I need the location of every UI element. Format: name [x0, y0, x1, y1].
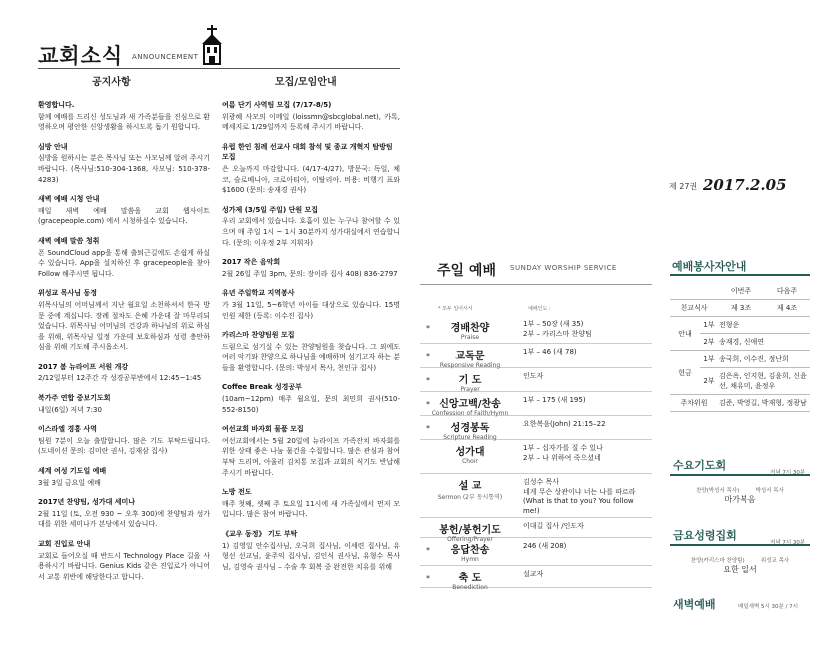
- worship-item-cell: [420, 440, 520, 473]
- worship-item-cell: [420, 518, 520, 543]
- worship-detail-cell: [520, 518, 652, 537]
- issue-date: 2017.2.05: [703, 176, 787, 194]
- list-item: [38, 424, 210, 457]
- worship-order: [420, 316, 652, 591]
- worship-item-name: 응답찬송: [450, 545, 490, 556]
- worship-item-english: Choir: [462, 458, 478, 465]
- wednesday-title: 수요기도회: [673, 459, 727, 472]
- worship-item-english: Offering/Prayer: [447, 536, 493, 543]
- list-item-title: 카리스마 찬양팀원 모집: [222, 331, 295, 340]
- list-item-body: 1) 김영일 안수집사님, 오국희 집사님, 이세련 집사님, 유형선 선교님, 윤주익 집사님, 김인식 권사님, 유형수 목사님, 김영숙 권사님 – 수술 후 회복 중 완전한 치유를 위해: [222, 541, 400, 571]
- list-item-body: 위목사님의 어머님께서 지난 월요일 소천하셔서 한국 방문 중에 계십니다. 장례 절차도 은혜 가운데 잘 마무리되었습니다. 위목사님 어머님의 건강과 하나님의 위로 하심을 위해, 위목사님 일정 가운데 보호하심과 성령 충만하심을 위해 기도해 주시옵소서.: [38, 300, 210, 352]
- list-item-body: (10am~12pm) 매주 월요일, 문의 최민희 권사(510-552-8150): [222, 395, 400, 414]
- wednesday-preacher: 박성서 목사: [755, 488, 784, 494]
- friday-praise: 찬양(카리스마 찬양팀): [690, 558, 745, 564]
- table-row: [670, 300, 810, 317]
- worship-row: [420, 344, 652, 368]
- list-item: [38, 393, 210, 415]
- offering-name-1: 송국희, 이수진, 정난희: [718, 351, 810, 368]
- list-item-title: 환영합니다.: [38, 101, 75, 109]
- list-item-title: 2017 작은 음악회: [222, 258, 281, 267]
- worship-item-name: 경배찬양: [450, 323, 490, 334]
- worship-detail-cell: [520, 538, 652, 565]
- header-next-week: 다음주: [764, 283, 810, 300]
- friday-text: 요한 일서: [723, 565, 757, 574]
- worship-detail-cell: [520, 316, 652, 343]
- worship-row: [420, 538, 652, 566]
- list-item-body: 심방을 원하시는 분은 목사님 또는 사모님께 알려 주시기 바랍니다. (목사님:510-304-1368, 사모님: 510-378-4283): [38, 154, 210, 184]
- worship-item-english: Hymn: [461, 556, 479, 563]
- worship-detail-line: 1부 – 46 (새 78): [523, 348, 577, 356]
- dawn-title: 새벽예배: [673, 598, 716, 611]
- worship-detail-line: 이대길 집사 /인도자: [523, 522, 584, 530]
- worship-item-cell: [420, 392, 520, 415]
- guide-name-2: 송재경, 신애연: [718, 334, 810, 351]
- header-divider: [38, 68, 400, 69]
- worship-item-name: 성경봉독: [450, 423, 490, 434]
- worship-item-english: Responsive Reading: [439, 362, 501, 369]
- offering-part-1: 1부: [700, 351, 718, 368]
- list-item: [222, 382, 400, 415]
- volunteer-table: [670, 283, 810, 412]
- list-item: [222, 205, 400, 248]
- standing-mark: *: [426, 574, 430, 583]
- list-item: [38, 142, 210, 185]
- list-item: [222, 288, 400, 321]
- worship-detail-line: 인도자: [523, 372, 544, 380]
- table-row: [670, 283, 810, 300]
- wednesday-praise: 찬양(박성서 목사): [696, 488, 740, 494]
- offering-part-2: 2부: [700, 368, 718, 395]
- worship-item-cell: [420, 316, 520, 343]
- list-item-body: 여선교회에서는 5월 20일에 뉴라이프 가족잔치 바자회를 위한 상태 좋은 나눔 물건을 수집합니다. 많은 관심과 참여 부탁 드리며, 아울러 김치통 모집과 교회의 식기도 반납해 주시기 바랍니다.: [222, 436, 400, 477]
- worship-divider: [420, 284, 652, 285]
- worship-item-cell: [420, 566, 520, 591]
- guide-part-2: 2부: [700, 334, 718, 351]
- worship-row: [420, 474, 652, 518]
- worship-detail-line: (What is that to you? You follow me!): [523, 497, 634, 515]
- list-item-body: 가 3월 11일, 5~6학년 아이들 대상으로 있습니다. 15명 인원 제한 (등록: 이수진 집사): [222, 300, 400, 320]
- worship-subtitle: SUNDAY WORSHIP SERVICE: [510, 264, 617, 272]
- list-item-title: 여선교회 바자회 물품 모집: [222, 425, 304, 434]
- page-title: 교회소식: [38, 44, 124, 68]
- worship-item-name: 축 도: [458, 573, 482, 584]
- list-item: [222, 424, 400, 478]
- notice-list: [38, 100, 210, 591]
- worship-detail-line: 2부 – 카리스마 찬양팀: [523, 329, 592, 338]
- guide-label: 안내: [670, 317, 700, 351]
- dawn-time: 매일새벽 5시 30분 / 7시: [738, 604, 799, 610]
- list-item-title: 성가제 (3/5일 주일) 단원 모집: [222, 205, 319, 214]
- worship-item-name: 성가대: [455, 447, 485, 458]
- worship-detail-cell: [520, 368, 652, 391]
- worship-item-cell: [420, 538, 520, 565]
- worship-detail-line: 네게 무슨 상관이냐 너는 나를 따르라: [523, 487, 636, 496]
- wednesday-leader: [670, 486, 810, 505]
- worship-item-name: 신앙고백/찬송: [439, 399, 501, 410]
- recruit-column-heading: 모집/모임안내: [275, 77, 337, 88]
- worship-item-cell: [420, 368, 520, 391]
- list-item-title: 위성교 목사님 동정: [38, 289, 97, 298]
- worship-item-english: Prayer: [460, 386, 480, 393]
- list-item-body: 내일(6일) 저녁 7:30: [38, 405, 102, 414]
- worship-detail-line: 246 (새 208): [523, 542, 567, 550]
- worship-detail-cell: [520, 474, 652, 517]
- worship-detail-line: 1부 – 175 (새 195): [523, 396, 586, 404]
- list-item: [38, 288, 210, 353]
- volunteer-divider: [670, 274, 810, 276]
- parking-label: 주차위원: [670, 395, 718, 412]
- worship-note-standing: * 모두 일어서서: [438, 306, 473, 312]
- worship-item-english: Benediction: [452, 584, 488, 591]
- list-item-title: 《교우 동정》 기도 부탁: [222, 530, 298, 538]
- reception-next: 제 4조: [764, 300, 810, 317]
- table-row: [670, 395, 810, 412]
- page-subtitle: ANNOUNCEMENT: [132, 53, 199, 61]
- worship-item-cell: [420, 474, 520, 517]
- worship-title: 주일 예배: [437, 263, 496, 279]
- worship-row: [420, 416, 652, 440]
- list-item-title: 유럽 한인 침례 선교사 대회 참석 및 종교 개혁지 탐방팀 모집: [222, 142, 393, 162]
- standing-mark: *: [426, 376, 430, 385]
- offering-name-2: 김은옥, 인지현, 김윤희, 신윤선, 채유미, 윤정우: [718, 368, 810, 395]
- volunteer-title: 예배봉사자안내: [672, 260, 747, 273]
- worship-item-english: Confession of Faith/Hymn: [431, 410, 509, 417]
- list-item: [38, 466, 210, 488]
- list-item-title: 세계 여성 기도일 예배: [38, 467, 107, 476]
- worship-row: [420, 368, 652, 392]
- list-item-body: 2/12일부터 12주간 각 성경공부반에서 12:45~1:45: [38, 374, 202, 383]
- worship-item-cell: [420, 344, 520, 367]
- recruit-list: [222, 100, 400, 581]
- guide-part-1: 1부: [700, 317, 718, 334]
- list-item-title: 여름 단기 사역팀 모집 (7/17-8/5): [222, 101, 332, 109]
- worship-detail-line: 김성수 목사: [523, 478, 560, 486]
- worship-detail-line: 설교자: [523, 570, 544, 578]
- worship-detail-cell: [520, 392, 652, 415]
- list-item: [222, 257, 400, 279]
- worship-row: [420, 392, 652, 416]
- standing-mark: *: [426, 352, 430, 361]
- worship-item-english: Praise: [460, 334, 480, 341]
- worship-row: [420, 316, 652, 344]
- worship-item-name: 교독문: [455, 351, 485, 362]
- list-item: [222, 487, 400, 520]
- standing-mark: *: [426, 400, 430, 409]
- list-item-body: 팀원 7분이 오늘 출발합니다. 많은 기도 부탁드립니다. (도네이션 문의: 김미란 권사, 김재삼 집사): [38, 436, 210, 456]
- friday-leader: [670, 556, 810, 575]
- list-item: [38, 362, 210, 384]
- friday-preacher: 위성교 목사: [760, 558, 790, 564]
- list-item-title: 노방 전도: [222, 488, 252, 497]
- notice-column-heading: 공지사항: [92, 77, 131, 88]
- list-item-body: 매주 첫째, 셋째 주 토요일 11시에 새 가족실에서 먼저 모입니다. 많은 참여 바랍니다.: [222, 499, 400, 519]
- header-this-week: 이번주: [718, 283, 764, 300]
- list-item-body: 함께 예배를 드리신 성도님과 새 가족분들을 진심으로 환영하오며 평안한 신앙생활을 하시도록 돕기 원합니다.: [38, 112, 210, 132]
- list-item-body: 은 오늘까지 마감합니다. (4/17-4/27), 방문국: 독일, 체코, 슬로베니아, 크로아티아, 이탈리아. 비용: 비행기 표와 $1600 (문의: 송재경 권사): [222, 164, 400, 195]
- list-item-body: 위광혜 사모의 이메일 (loissmn@sbcglobal.net), 카톡, 메세지로 1/29일까지 등록해 주시기 바랍니다.: [222, 112, 400, 132]
- worship-note-leader: 예배인도 :: [528, 306, 551, 312]
- worship-item-name: 기 도: [458, 375, 482, 386]
- list-item: [222, 142, 400, 196]
- list-item-title: 새벽 예배 말씀 청취: [38, 236, 100, 245]
- worship-detail-line: 1부 – 십자가를 질 수 있나: [523, 444, 603, 452]
- worship-detail-cell: [520, 440, 652, 473]
- list-item: [38, 194, 210, 227]
- list-item: [222, 330, 400, 373]
- guide-name-1: 전형운: [718, 317, 810, 334]
- worship-detail-line: 요한복음(John) 21:15–22: [523, 420, 606, 428]
- list-item-body: 폰 SoundCloud app을 통해 출퇴근길에도 손쉽게 하실 수 있습니다. App을 설치하신 후 gracepeople을 찾아 Follow 해주시면 됩니다.: [38, 248, 210, 278]
- list-item: [38, 100, 210, 133]
- offering-label: 헌금: [670, 351, 700, 395]
- issue-volume: 제 27권: [669, 182, 698, 191]
- table-row: [670, 351, 810, 368]
- friday-time: 저녁 7시 30분: [770, 540, 806, 546]
- church-icon: [194, 24, 230, 66]
- list-item-title: 유년 주일학교 지역봉사: [222, 289, 295, 298]
- worship-row: [420, 566, 652, 591]
- worship-item-cell: [420, 416, 520, 439]
- list-item: [38, 236, 210, 279]
- list-item-body: 2월 26일 주일 3pm, 문의: 장이라 집사 408) 836-2797: [222, 269, 398, 278]
- worship-detail-line: 1부 – 50장 (새 35): [523, 320, 584, 328]
- friday-title: 금요성령집회: [673, 529, 737, 542]
- worship-detail-cell: [520, 344, 652, 367]
- list-item-body: 드럼으로 섬기실 수 있는 찬양팀원을 찾습니다. 그 외에도 여러 악기와 찬양으로 하나님을 예배하며 섬기고자 하는 분들을 환영합니다. (문의: 박성서 목사, 천인규 집사): [222, 342, 400, 372]
- worship-item-english: Sermon (2부 동시통역): [437, 494, 503, 501]
- worship-detail-line: 2부 – 나 위하여 죽으셨네: [523, 453, 601, 462]
- list-item-body: 3월 3일 금요일 예배: [38, 478, 101, 487]
- standing-mark: *: [426, 324, 430, 333]
- table-row: [670, 317, 810, 334]
- worship-detail-cell: [520, 566, 652, 587]
- list-item-title: 2017 봄 뉴라이프 서원 개강: [38, 362, 129, 371]
- reception-this: 제 3조: [718, 300, 764, 317]
- worship-detail-cell: [520, 416, 652, 439]
- list-item-title: 2017년 찬양팀, 성가대 세미나: [38, 498, 136, 507]
- list-item-title: 교회 진입로 안내: [38, 540, 91, 548]
- list-item: [38, 539, 210, 582]
- standing-mark: *: [426, 546, 430, 555]
- wednesday-time: 저녁 7시 30분: [770, 470, 806, 476]
- worship-row: [420, 518, 652, 543]
- wednesday-text: 마가복음: [724, 495, 756, 504]
- reception-label: 친교식사: [670, 300, 718, 317]
- worship-row: [420, 440, 652, 474]
- worship-item-english: Scripture Reading: [443, 434, 497, 441]
- list-item-body: 매일 새벽 예배 말씀을 교회 웹사이트 (gracepeople.com) 에서 시청하실수 있습니다.: [38, 206, 210, 226]
- list-item-body: 2월 11일 (토, 오전 930 ~ 오후 300)에 찬양팀과 성가대를 위한 세미나가 본당에서 있습니다.: [38, 509, 210, 529]
- list-item: [222, 529, 400, 572]
- list-item-body: 우리 교회에서 있습니다. 호흡이 있는 누구나 참여할 수 있으며 매 주일 1시 ~ 1시 30분까지 성가대실에서 연습합니다. (문의: 이우정 2부 지휘자): [222, 217, 400, 247]
- list-item-title: 이스라엘 경흥 사역: [38, 425, 97, 434]
- parking-names: 김준, 박영길, 박재형, 정광남: [718, 395, 810, 412]
- list-item: [222, 100, 400, 133]
- list-item-title: Coffee Break 성경공부: [222, 383, 302, 392]
- list-item-title: 새벽 예배 시청 안내: [38, 195, 100, 204]
- list-item-title: 북가주 연합 중보기도회: [38, 394, 111, 403]
- worship-item-name: 봉헌/봉헌기도: [439, 525, 501, 536]
- list-item-title: 심방 안내: [38, 142, 68, 151]
- standing-mark: *: [426, 424, 430, 433]
- list-item-body: 교회로 들어오실 때 반드시 Technology Place 길을 사용하시기 바랍니다. Genius Kids 같은 진입로가 아니어서 교통 위반에 해당한다고 합니다.: [38, 551, 210, 581]
- worship-item-name: 설 교: [458, 481, 482, 492]
- list-item: [38, 497, 210, 530]
